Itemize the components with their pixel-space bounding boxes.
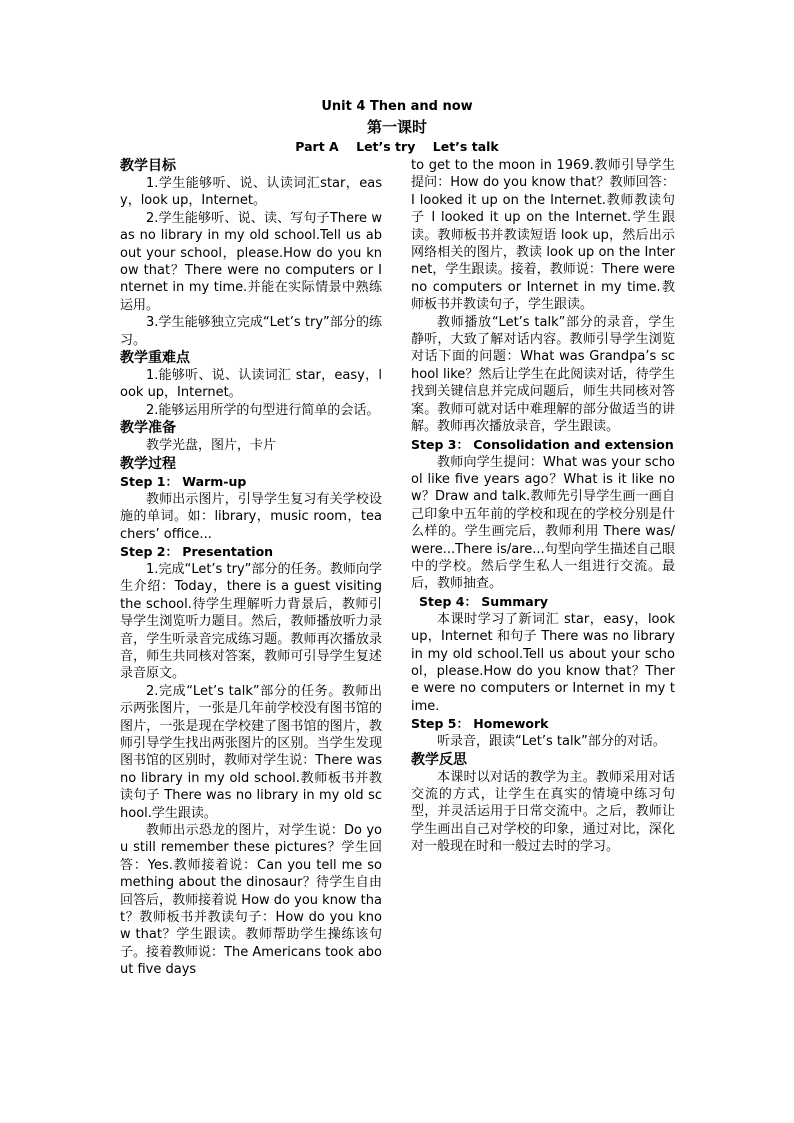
step-2-heading: Step 2： Presentation xyxy=(120,543,274,559)
step-2-paragraph-3: 教师出示恐龙的图片，对学生说：Do you still remember these pictures？学生回答：Yes.教师接着说：Can you tell me something about the dinosaur？待学生自由回答后，教师接着说 How do you know that？教师板书并教读句子：How do you know that？学生跟读。教师帮助学生操练该句子。接着教师说：The Americans took about five days xyxy=(120,823,382,978)
section-heading-key-points: 教学重难点 xyxy=(120,350,190,367)
step-1-heading: Step 1： Warm-up xyxy=(120,473,247,489)
step-4-heading: Step 4： Summary xyxy=(419,593,549,609)
talk-paragraph: 教师播放“Let’s talk”部分的录音，学生静听，大致了解对话内容。教师引导学生浏览对话下面的问题：What was Grandpa’s school like？然后让学生在此阅读对话，待学生找到关键信息并完成问题后，师生共同核对答案。教师可就对话中难理解的部分做适当的讲解。教师再次播放录音，学生跟读。 xyxy=(411,314,675,435)
document-header xyxy=(0,98,794,156)
goal-2: 2.学生能够听、说、读、写句子There was no library in my old school.Tell us about your school，please.How do you know that？There were no computers or Internet in my time.并能在实际情景中熟练运用。 xyxy=(120,210,382,313)
step-4-text: 本课时学习了新词汇 star，easy，look up，Internet 和句子 There was no library in my old school.Tell us about your school，please.How do you know that？There were no computers or Internet in my time. xyxy=(411,611,675,714)
step-2-paragraph-1: 1.完成“Let’s try”部分的任务。教师向学生介绍：Today，there is a guest visiting the school.待学生理解听力背景后，教师引导学生浏览听力题目。然后，教师播放听力录音，学生听录音完成练习题。教师再次播放录音，师生共同核对答案，教师可引导学生复述录音原文。 xyxy=(120,561,382,682)
step-5-text: 听录音，跟读“Let’s talk”部分的对话。 xyxy=(437,734,666,750)
key-point-1: 1.能够听、说、认读词汇 star，easy，look up，Internet。 xyxy=(120,368,382,401)
left-column xyxy=(120,157,382,979)
lesson-title: 第一课时 xyxy=(366,118,427,136)
step-1-text: 教师出示图片，引导学生复习有关学校设施的单词。如：library，music room，teachers’ office... xyxy=(120,491,382,542)
key-point-2: 2.能够运用所学的句型进行简单的会话。 xyxy=(146,402,380,418)
part-title: Part A Let’s try Let’s talk xyxy=(295,139,499,154)
goal-1: 1.学生能够听、说、认读词汇star，easy，look up，Internet。 xyxy=(120,176,382,209)
step-3-text: 教师向学生提问：What was your school like five years ago？What is it like now？Draw and talk.教师先引导学生画一画自己印象中五年前的学校和现在的学校分别是什么样的。学生画完后，教师利用 There was/were...There is/are...句型向学生描述自己眼中的学校。然后学生私人一组进行交流。最后，教师抽查。 xyxy=(411,454,675,592)
goal-3: 3.学生能够独立完成“Let’s try”部分的练习。 xyxy=(120,315,382,348)
section-heading-process: 教学过程 xyxy=(120,455,176,472)
section-heading-reflection: 教学反思 xyxy=(411,751,467,768)
step-3-heading: Step 3： Consolidation and extension xyxy=(411,436,674,452)
unit-title: Unit 4 Then and now xyxy=(321,99,473,114)
continued-paragraph: to get to the moon in 1969.教师引导学生提问：How do you know that？教师回答：I looked it up on the Internet.教师教读句子 I looked it up on the Internet.学生跟读。教师板书并教读短语 look up，然后出示网络相关的图片，教读 look up on the Internet，学生跟读。接着，教师说：There were no computers or Internet in my time.教师板书并教读句子，学生跟读。 xyxy=(411,158,675,313)
step-5-heading: Step 5： Homework xyxy=(411,716,549,732)
section-heading-preparation: 教学准备 xyxy=(120,420,176,437)
reflection-text: 本课时以对话的教学为主。教师采用对话交流的方式，让学生在真实的情境中练习句型，并灵活运用于日常交流中。之后，教师让学生画出自己对学校的印象，通过对比，深化对一般现在时和一般过去时的学习。 xyxy=(411,769,675,855)
section-heading-goals: 教学目标 xyxy=(120,158,176,174)
step-2-paragraph-2: 2.完成“Let’s talk”部分的任务。教师出示两张图片，一张是几年前学校没有图书馆的图片，一张是现在学校建了图书馆的图片，教师引导学生找出两张图片的区别。当学生发现图书馆的区别时，教师对学生说：There was no library in my old school.教师板书并教读句子 There was no library in my old school.学生跟读。 xyxy=(120,683,382,821)
preparation-text: 教学光盘，图片，卡片 xyxy=(146,438,277,454)
right-column xyxy=(411,157,675,856)
